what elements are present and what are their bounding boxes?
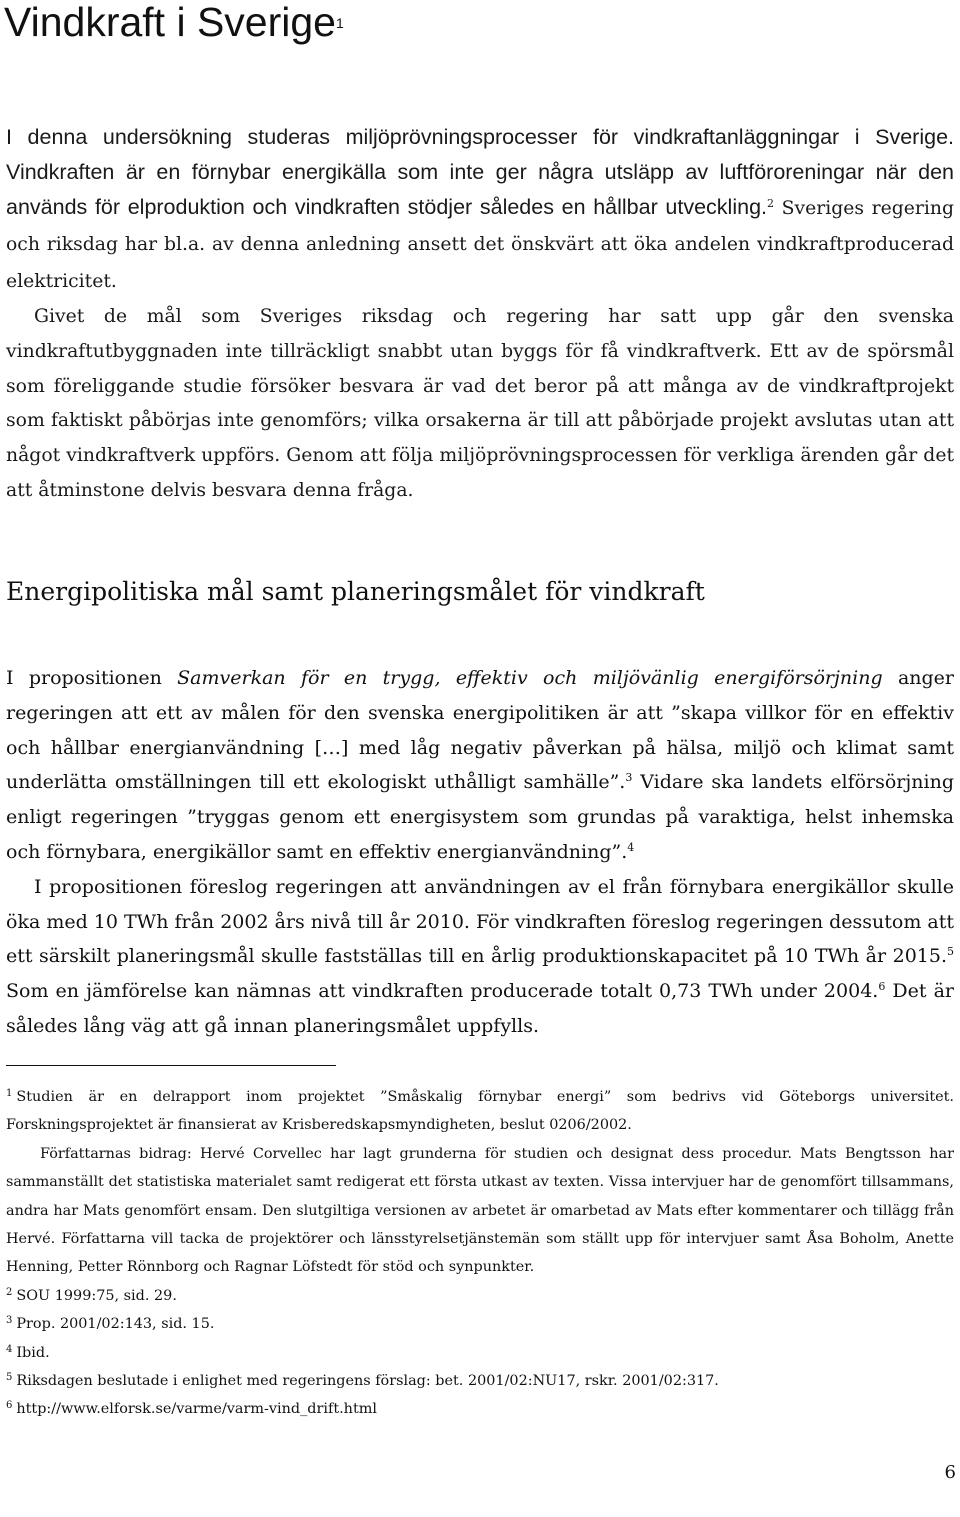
footnote-4 <box>6 1339 954 1367</box>
section-paragraph-1 <box>6 661 954 870</box>
footnote-number: 4 <box>6 1343 13 1355</box>
intro-section <box>6 120 954 509</box>
footnote-text: Prop. 2001/02:143, sid. 15. <box>16 1316 215 1333</box>
footnote-number: 6 <box>6 1400 13 1412</box>
footnote-text: Ibid. <box>16 1344 50 1361</box>
footnote-number: 2 <box>6 1286 13 1298</box>
title-footnote-ref: 1 <box>335 15 344 31</box>
section-heading: Energipolitiska mål samt planeringsmålet för vindkraft <box>6 577 705 606</box>
page-title <box>4 0 344 47</box>
footnote-separator <box>6 1065 336 1066</box>
footnote-ref-6: 6 <box>878 980 886 994</box>
footnote-ref-2: 2 <box>767 196 774 210</box>
text-run: Det är således lång väg att gå innan planeringsmålet uppfylls. <box>6 980 954 1037</box>
footnote-1 <box>6 1083 954 1140</box>
intro-text-sans: I denna undersökning studeras miljöprövningsprocesser för vindkraftanläggningar i Sverige. Vindkraften är en förnybar energikälla som inte ger några utsläpp av luftföroreningar när den används för elproduktion och vindkraften stödjer således en hållbar utveckling. <box>6 125 954 219</box>
intro-paragraph-1 <box>6 120 954 300</box>
footnote-text: Riksdagen beslutade i enlighet med regeringens förslag: bet. 2001/02:NU17, rskr. 2001/02:317. <box>16 1373 719 1390</box>
footnote-3 <box>6 1310 954 1338</box>
section-paragraph-2 <box>6 870 954 1044</box>
page-number: 6 <box>944 1462 956 1483</box>
text-run: I propositionen <box>6 667 178 689</box>
intro-text-serif: Sveriges regering och riksdag har bl.a. av denna anledning ansett det önskvärt att öka andelen vindkraftproducerad elektricitet. <box>6 197 955 293</box>
text-run: Som en jämförelse kan nämnas att vindkraften producerade totalt 0,73 TWh under 2004. <box>6 980 879 1003</box>
footnote-text: Studien är en delrapport inom projektet ”Småskalig förnybar energi” som bedrivs vid Göteborgs universitet. Forskningsprojektet är finansierat av Krisberedskapsmyndigheten, beslut 0206/2002. <box>6 1089 954 1134</box>
footnote-number: 5 <box>6 1372 13 1384</box>
text-run: I propositionen föreslog regeringen att användningen av el från förnybara energikällor skulle öka med 10 TWh från 2002 års nivå till år 2010. För vindkraften föreslog regeringen dessutom att ett särskilt planeringsmål skulle fastställas till en årlig produktionskapacitet på 10 TWh år 2015. <box>6 875 954 968</box>
title-text: Vindkraft i Sverige <box>4 0 336 45</box>
footnote-6 <box>6 1395 954 1423</box>
proposition-title: Samverkan för en trygg, effektiv och miljövänlig energiförsörjning <box>177 667 883 689</box>
footnote-number: 3 <box>6 1315 13 1327</box>
text-run: anger regeringen att ett av målen för den svenska energipolitiken är att ”skapa villkor för en effektiv och hållbar energianvändning […] med låg negativ påverkan på hälsa, miljö och klimat samt underlätta omställningen till ett ekologiskt uthålligt samhälle”. <box>6 667 955 794</box>
footnote-text: SOU 1999:75, sid. 29. <box>16 1287 177 1304</box>
footnote-1-contributions <box>6 1140 954 1282</box>
footnote-2 <box>6 1282 954 1310</box>
footnote-link[interactable]: http://www.elforsk.se/varme/varm-vind_drift.html <box>16 1401 377 1418</box>
footnote-ref-5: 5 <box>947 945 954 959</box>
text-run: Vidare ska landets elförsörjning enligt regeringen ”tryggas genom ett energisystem som grundas på varaktiga, helst inhemska och förnybara, energikällor samt en effektiv energianvändning”. <box>6 771 954 863</box>
footnote-ref-3: 3 <box>625 771 633 785</box>
footnote-ref-4: 4 <box>627 840 635 854</box>
intro-paragraph-2: Givet de mål som Sveriges riksdag och regering har satt upp går den svenska vindkraftutbyggnaden inte tillräckligt snabbt utan byggs för få vindkraftverk. Ett av de spörsmål som föreliggande studie försöker besvara är vad det beror på att många av de vindkraftprojekt som faktiskt påbörjas inte genomförs; vilka orsakerna är till att påbörjade projekt avslutas utan att något vindkraftverk uppförs. Genom att följa miljöprövningsprocessen för verkliga ärenden går det att åtminstone delvis besvara denna fråga. <box>6 305 954 501</box>
footnotes <box>6 1083 954 1424</box>
footnote-number: 1 <box>6 1088 13 1099</box>
section-body <box>6 661 954 1044</box>
footnote-5 <box>6 1367 954 1395</box>
footnote-text: Författarnas bidrag: Hervé Corvellec har lagt grunderna för studien och designat dess procedur. Mats Bengtsson har sammanställt det statistiska materialet samt redigerat ett första utkast av texten. Vissa intervjuer har de genomfört tillsammans, andra har Mats genomfört ensam. Den slutgiltiga versionen av arbetet är omarbetad av Mats efter kommentarer och tillägg från Hervé. Författarna vill tacka de projektörer och länsstyrelsetjänstemän som ställt upp för intervjuer samt Åsa Boholm, Anette Henning, Petter Rönnborg och Ragnar Löfstedt för stöd och synpunkter. <box>6 1145 954 1276</box>
